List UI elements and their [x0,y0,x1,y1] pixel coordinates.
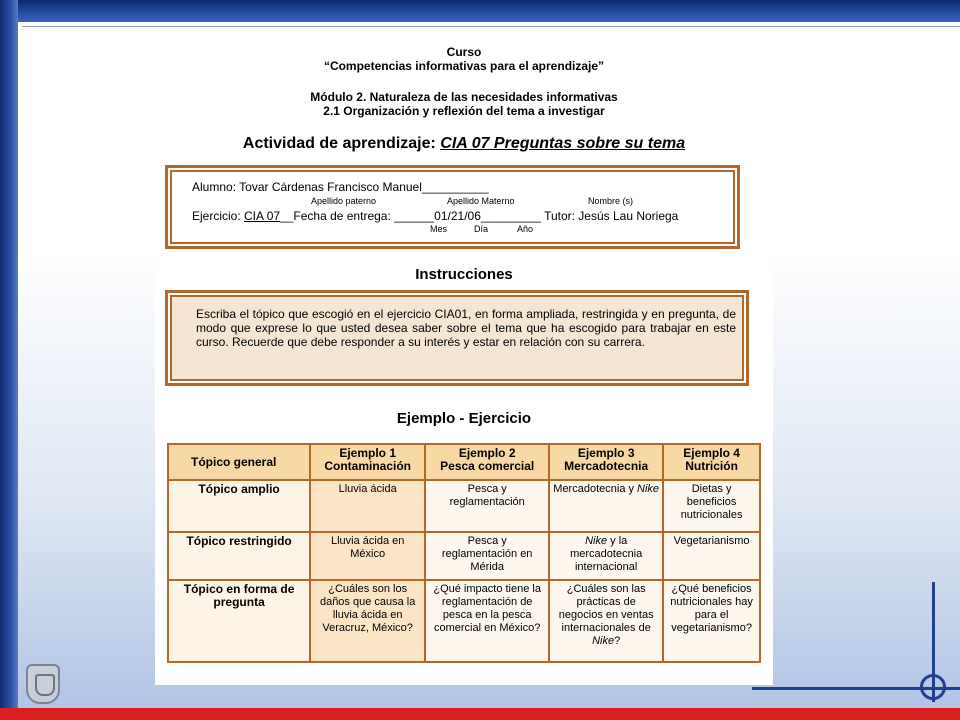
cell-amplio-1: Lluvia ácida [310,480,425,532]
course-label: Curso [446,45,482,59]
header-topico-general: Tópico general [168,444,310,480]
document-image [155,30,773,685]
header-ejemplo-3 [549,444,663,480]
delivery-and-tutor: __Fecha de entrega: ______01/21/06_________ Tutor: Jesús Lau Noriega [280,209,679,223]
student-name: Alumno: Tovar Cárdenas Francisco Manuel__________ [192,180,489,194]
header-ejemplo-2-topic: Pesca comercial [440,459,535,473]
cell-pregunta-2: ¿Qué impacto tiene la reglamentación de pesca en la pesca comercial en México? [425,580,549,662]
exercise-line [192,209,678,223]
header-ejemplo-1 [310,444,425,480]
instructions-box [165,290,749,386]
label-apellido-materno: Apellido Materno [447,196,515,206]
activity-prefix: Actividad de aprendizaje: [242,135,441,152]
exercise-label: Ejercicio: [192,209,245,223]
header-ejemplo-4 [663,444,760,480]
header-ejemplo-4-topic: Nutrición [685,459,738,473]
cell-amplio-3-brand: Nike [637,483,660,495]
example-title: Ejemplo - Ejercicio [396,410,532,427]
cell-restringido-3 [549,532,663,580]
header-divider [22,26,960,27]
example-table [167,443,761,663]
module-title: Módulo 2. Naturaleza de las necesidades informativas [310,90,618,104]
cell-pregunta-3 [549,580,663,662]
label-anio: Año [517,224,534,234]
cell-restringido-3-text: y la mercadotecnia internacional [570,535,643,573]
header-ejemplo-3-title: Ejemplo 3 [577,446,635,460]
cell-restringido-2: Pesca y reglamentación en Mérida [425,532,549,580]
instructions-title: Instrucciones [415,266,513,283]
cell-pregunta-3-brand: Nike [592,635,615,647]
activity-title [155,135,773,153]
header-ejemplo-1-topic: Contaminación [324,459,411,473]
header-ejemplo-1-title: Ejemplo 1 [339,446,397,460]
cell-pregunta-3-end: ? [614,635,621,647]
course-title: “Competencias informativas para el aprendizaje” [323,59,605,73]
cell-amplio-4: Dietas y beneficios nutricionales [663,480,760,532]
label-nombre: Nombre (s) [588,196,634,206]
exercise-code: CIA 07 [244,209,281,223]
student-info-box [165,165,740,249]
cell-amplio-3 [549,480,663,532]
table-row [168,532,760,580]
subtopic-title: 2.1 Organización y reflexión del tema a investigar [323,104,605,118]
instructions-text: Escriba el tópico que escogió en el ejercicio CIA01, en forma ampliada, restringida y en pregunta, de modo que exprese lo que usted desea saber sobre el tema que ha escogido para trabajar en este curso. Recuerde que debe responder a su interés y estar en relación con su carrera. [196,307,736,349]
row-label-pregunta: Tópico en forma de pregunta [168,580,310,662]
cell-restringido-4: Vegetarianismo [663,532,760,580]
university-seal-logo [26,664,60,704]
table-row [168,580,760,662]
label-mes: Mes [430,224,448,234]
table-row [168,480,760,532]
row-label-amplio: Tópico amplio [168,480,310,532]
label-dia: Día [474,224,489,234]
left-banner [0,0,18,720]
cell-restringido-1: Lluvia ácida en México [310,532,425,580]
header-ejemplo-4-title: Ejemplo 4 [683,446,740,460]
row-label-restringido: Tópico restringido [168,532,310,580]
header-ejemplo-3-topic: Mercadotecnia [564,459,649,473]
header-ejemplo-2 [425,444,549,480]
table-header-row [168,444,760,480]
label-apellido-paterno: Apellido paterno [311,196,377,206]
header-ejemplo-2-title: Ejemplo 2 [458,446,516,460]
cell-amplio-3-text: Mercadotecnia y [553,483,638,495]
top-banner [0,0,960,22]
cell-restringido-3-brand: Nike [585,535,608,547]
cell-pregunta-3-text: ¿Cuáles son las prácticas de negocios en ventas internacionales de [558,583,654,634]
cell-pregunta-4: ¿Qué beneficios nutricionales hay para el vegetarianismo? [663,580,760,662]
bottom-banner [0,708,960,720]
corner-circle-ornament [920,674,946,700]
cell-pregunta-1: ¿Cuáles son los daños que causa la lluvia ácida en Veracruz, México? [310,580,425,662]
cell-amplio-2: Pesca y reglamentación [425,480,549,532]
activity-code: CIA 07 Preguntas sobre su tema [440,135,686,152]
